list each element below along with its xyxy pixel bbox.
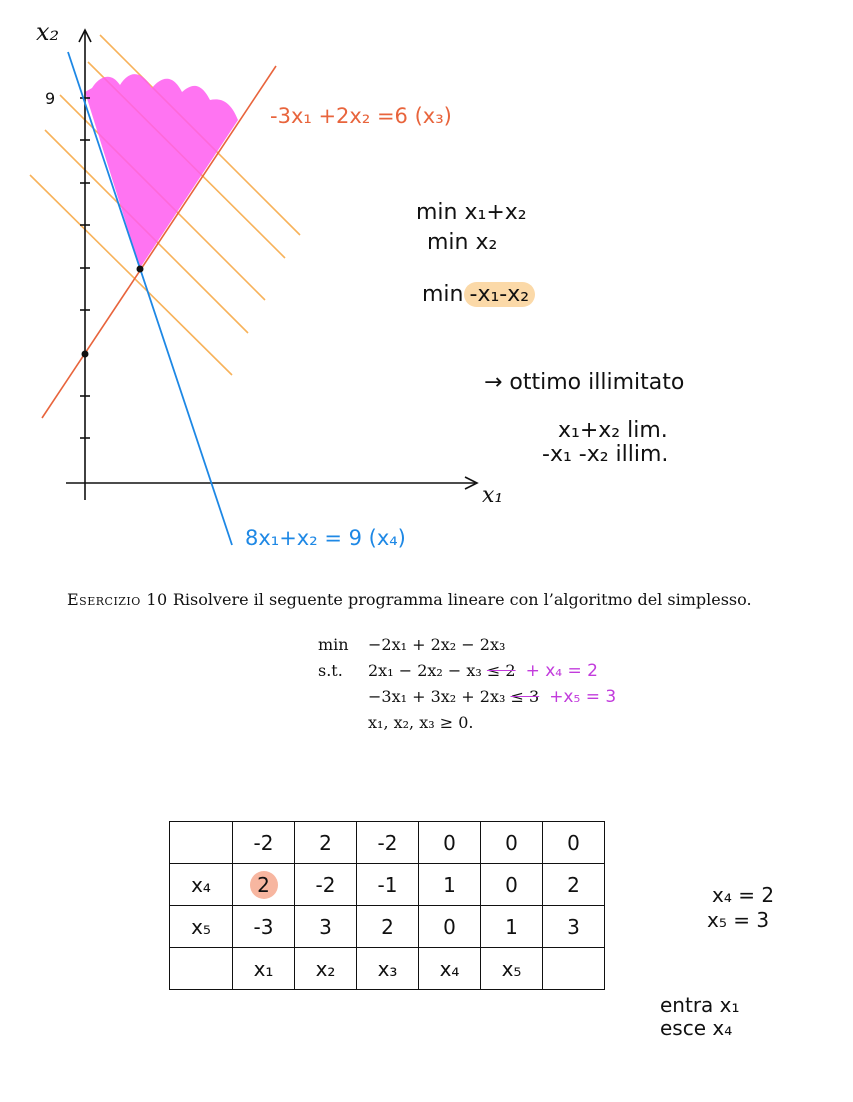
tableau-row [170, 864, 605, 906]
tableau-cell: 2 [357, 906, 419, 948]
tableau-cell: 3 [295, 906, 357, 948]
lp-objective: −2x₁ + 2x₂ − 2x₃ [368, 635, 506, 654]
y-tick-label: 9 [45, 89, 56, 108]
objective-highlight: -x₁-x₂ [464, 282, 536, 307]
lp-constraint-1 [318, 658, 616, 684]
tableau-cell: x₅ [170, 906, 233, 948]
basis-value-x4: x₄ = 2 [712, 883, 775, 907]
objective-note-1: min x₁+x₂ [416, 200, 527, 225]
tableau-cell: -2 [295, 864, 357, 906]
exercise-text: Risolvere il seguente programma lineare con l’algoritmo del simplesso. [172, 590, 752, 609]
tableau-cell: 2 [543, 864, 605, 906]
lp-c1-slack: + x₄ = 2 [525, 661, 598, 681]
tableau-cell [233, 864, 295, 906]
basis-value-x5: x₅ = 3 [707, 908, 770, 932]
objective-note-2: min x₂ [427, 230, 498, 255]
tableau-cell: x₄ [419, 948, 481, 990]
constraint-label-x4: 8x₁+x₂ = 9 (x₄) [245, 526, 406, 550]
tableau-cell: -2 [233, 822, 295, 864]
tableau-cell [543, 948, 605, 990]
tableau-cell [170, 822, 233, 864]
tableau-cell: 2 [295, 822, 357, 864]
tableau-row [170, 906, 605, 948]
x-axis-label: x₁ [482, 483, 504, 508]
intercept-point [82, 351, 89, 358]
tableau-cell: x₃ [357, 948, 419, 990]
tableau-cell: 0 [481, 822, 543, 864]
lp-c2-crossed: ≤ 3 [510, 687, 540, 706]
tableau-cell: x₅ [481, 948, 543, 990]
lp-c2-lhs: −3x₁ + 3x₂ + 2x₃ [368, 687, 506, 706]
lp-nonneg: x₁, x₂, x₃ ≥ 0. [368, 713, 474, 732]
lp-min-keyword: min [318, 635, 349, 654]
lp-c2-slack: +x₅ = 3 [549, 687, 617, 707]
tableau-row [170, 822, 605, 864]
objective-note-3-prefix: min [422, 282, 464, 307]
tableau-cell: 0 [419, 822, 481, 864]
tableau-cell: 1 [419, 864, 481, 906]
lp-constraint-2 [318, 684, 616, 710]
tableau-cell: 1 [481, 906, 543, 948]
simplex-tableau [169, 821, 605, 990]
lp-st-keyword: s.t. [318, 661, 343, 680]
unbounded-note: -x₁ -x₂ illim. [542, 442, 669, 467]
tableau-cell: -2 [357, 822, 419, 864]
exercise-statement [67, 590, 752, 609]
tableau-cell: 0 [481, 864, 543, 906]
lp-nonnegativity [318, 710, 616, 736]
objective-note-3 [422, 282, 535, 307]
tableau-cell: 0 [419, 906, 481, 948]
vertex-point [137, 266, 144, 273]
tableau-cell: x₂ [295, 948, 357, 990]
bounded-note: x₁+x₂ lim. [558, 418, 668, 443]
leaving-variable-note: esce x₄ [660, 1016, 733, 1040]
exercise-label: Esercizio 10 [67, 590, 168, 609]
lp-objective-row [318, 632, 616, 658]
tableau-cell: 3 [543, 906, 605, 948]
constraint-label-x3: -3x₁ +2x₂ =6 (x₃) [270, 104, 452, 128]
pivot-element: 2 [250, 871, 278, 899]
y-axis-label: x₂ [36, 18, 60, 46]
lp-c1-crossed: ≤ 2 [486, 661, 516, 680]
tableau-cell: -3 [233, 906, 295, 948]
tableau-cell: -1 [357, 864, 419, 906]
entering-variable-note: entra x₁ [660, 993, 740, 1017]
tableau-cell: x₁ [233, 948, 295, 990]
lp-c1-lhs: 2x₁ − 2x₂ − x₃ [368, 661, 482, 680]
tableau-row [170, 948, 605, 990]
tableau-cell: 0 [543, 822, 605, 864]
linear-program [318, 632, 616, 736]
result-note: → ottimo illimitato [484, 370, 685, 395]
tableau-cell [170, 948, 233, 990]
tableau-cell: x₄ [170, 864, 233, 906]
